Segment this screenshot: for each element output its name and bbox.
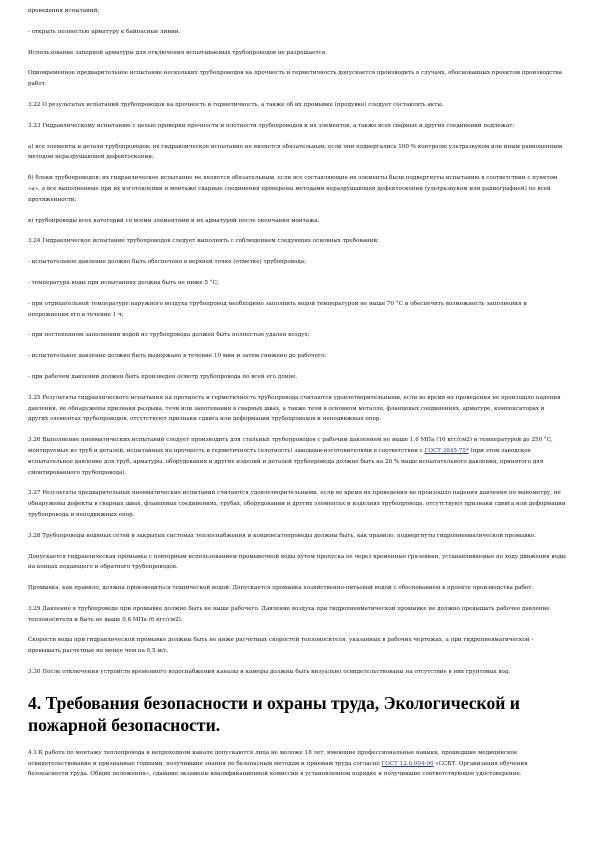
- paragraph: 3.24 Гидравлическое испытание трубопроводов следует выполнять с соблюдением следующих основных требований:: [28, 238, 379, 245]
- gost-3845-link[interactable]: ГОСТ 3845-75*: [424, 447, 469, 454]
- paragraph: [28, 435, 566, 478]
- paragraph: 3.23 Гидравлическому испытанию с целью проверки прочности и плотности трубопроводов и их элементов, а также всех сварных и других соединений подлежат:: [28, 122, 515, 129]
- paragraph-text: 3.26 Выполнение пневматических испытаний следует производить для стальных трубопроводов с рабочим давлением не выше 1,6 МПа (16 кгс/см2) и температурой до 250 °С, монтируемых из труб и деталей, испытанных на прочность и герметичность (плотность) заводами-изготовителями в соответствии с: [28, 437, 553, 454]
- paragraph: 3.25 Результаты гидравлического испытания на прочность и герметичность трубопровода считаются удовлетворительными, если во время их проведения не произошло падения давления, не обнаружены признаки разрыва, течи или запотевания в сварных швах, а также течи в основном металле, фланцевых соединениях, арматуре, компенсаторах и других элементах трубопроводов, отсутствуют признаки сдвига или деформации трубопроводов и неподвижных опор.: [28, 394, 561, 423]
- paragraph: - температура воды при испытаниях должна быть не ниже 5 °С;: [28, 279, 219, 286]
- paragraph: 3.28 Трубопроводы водяных сетей в закрытых системах теплоснабжения и конденсатопроводы должны быть, как правило, подвергнуты гидропневматической промывке.: [28, 532, 537, 539]
- section-heading: 4. Требования безопасности и охраны труда, Экологической и пожарной безопасности.: [28, 692, 520, 735]
- paragraph: в) трубопроводы всех категорий со всеми элементами и их арматурой после окончания монтажа.: [28, 217, 320, 224]
- paragraph: - открыть полностью арматуру к байпасные линии.: [28, 28, 181, 35]
- paragraph: Скорости воды при гидравлической промывке должны быть не ниже расчетных скоростей теплоносителя, указанных в рабочих чертежах, а при гидропневматической - превышать расчетные не менее чем на 0,5 м/с.: [28, 637, 534, 655]
- paragraph: - испытательное давление должно быть выдержано в течение 10 мин и затем снижено до рабочего;: [28, 353, 327, 360]
- paragraph: - при отрицательной температуре наружного воздуха трубопровод необходимо заполнить водой температурой не выше 70 °С и обеспечить возможность заполнения и опорожнения его в течение 1 ч;: [28, 300, 527, 318]
- paragraph: а) все элементы и детали трубопроводов; их гидравлическое испытание не является обязательным, если они подвергались 100 % контролю ультразвуком или иным равноценным методом неразрушающей дефектоскопии;: [28, 143, 563, 161]
- paragraph: 3.29 Давление в трубопроводе при промывке должно быть не выше рабочего. Давление воздуха при гидропневматической промывке не должно превышать рабочее давление теплоносителя и быть не выше 0,6 МПа (6 кгс/см2).: [28, 605, 550, 623]
- paragraph: - при рабочем давлении должен быть произведен осмотр трубопровода по всей его длине.: [28, 373, 298, 380]
- paragraph-text: (при этом заводское испытательное давление для труб, арматуры, оборудования и других изделий и деталей трубопровода должно быть на 20 % выше испытательного давления, принятого для смонтированного трубопровода).: [28, 447, 544, 476]
- paragraph: 3.30 После отключения устройств временного водоснабжения каналы и камеры должны быть визуально освидетельствованы на отсутствие в них грунтовых вод.: [28, 669, 511, 676]
- document-body: [28, 6, 566, 790]
- paragraph: б) блоки трубопроводов; их гидравлическое испытание не является обязательным, если все составляющие их элементы были подвергнуты испытанию в соответствии с пунктом «а», а все выполненные при их изготовлении и монтаже сварные соединения проверены методами неразрушающей дефектоскопии (ультразвуком или радиографией) по всей протяженности;: [28, 175, 558, 203]
- gost-12-0-004-link[interactable]: ГОСТ 12.0.004-90: [381, 760, 434, 767]
- paragraph: - при постепенном заполнении водой из трубопровода должен быть полностью удален воздух;: [28, 332, 310, 339]
- paragraph: [28, 748, 566, 780]
- paragraph: Использование запорной арматуры для отключения испытываемых трубопроводов не разрешается.: [28, 49, 327, 56]
- paragraph: Одновременное предварительное испытание нескольких трубопроводов на прочность и герметичность допускается производить в случаях, обоснованных проектом производства работ.: [28, 70, 562, 88]
- paragraph-text: «ССБТ. Организация обучения безопасности труда. Общие положения», сдавшие экзамены квалификационной комиссии в установленном порядке и получившие соответствующее удостоверение.: [28, 760, 528, 778]
- paragraph-text: 4.1 К работе по монтажу теплопровода в непроходном канале допускаются лица не моложе 18 лет, имеющие профессиональные навыки, прошедшие медицинское освидетельствование и признанные годными, получившие знания по безопасным методам и приемам труда согласно: [28, 749, 518, 767]
- paragraph: проведения испытаний;: [28, 8, 100, 14]
- paragraph: 3.27 Результаты предварительных пневматических испытаний считаются удовлетворительными, если во время их проведения не произошло падения давления по манометру, не обнаружены дефекты в сварных швах, фланцевых соединениях, трубах, оборудовании и других элементах и изделиях трубопровода, отсутствуют признаки сдвига или деформации трубопровода и неподвижных опор.: [28, 490, 566, 518]
- paragraph: 3.22 О результатах испытаний трубопроводов на прочность и герметичность, а также об их промывке (продувке) следует составлять акты.: [28, 101, 444, 108]
- paragraph: Допускается гидравлическая промывка с повторным использованием промывочной воды путем пропуска ее через временные грязевики, устанавливаемые по ходу движения воды на концах подающего и обратного трубопроводов.: [28, 553, 566, 571]
- paragraph: - испытательное давление должно быть обеспечено в верхней точке (отметке) трубопровода;: [28, 259, 307, 266]
- paragraph: Промывка, как правило, должна производиться технической водой. Допускается промывка хозяйственно-питьевой водой с обоснованием в проекте производства работ.: [28, 585, 534, 592]
